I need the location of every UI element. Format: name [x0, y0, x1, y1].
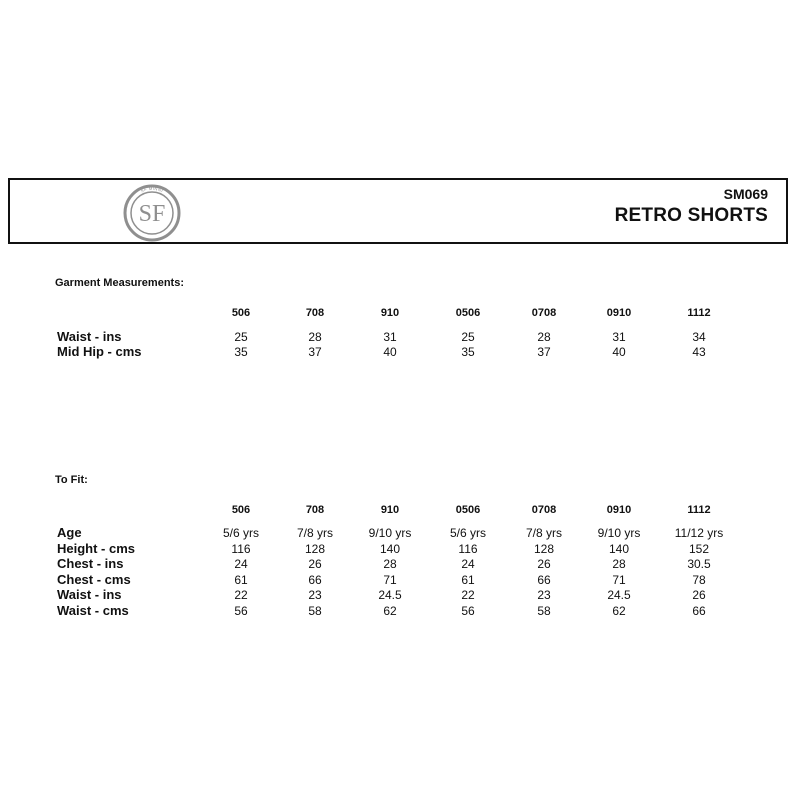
table-cell: 31 [383, 330, 397, 344]
table-cell: 37 [537, 345, 551, 359]
table-cell: 24.5 [607, 588, 631, 602]
table-row [0, 587, 800, 603]
table-cell: 5/6 yrs [449, 526, 486, 540]
row-label: Mid Hip - cms [57, 344, 142, 359]
size-header-cell: 1112 [687, 504, 711, 516]
row-label: Chest - cms [57, 571, 131, 587]
size-header-cell: 910 [380, 307, 400, 319]
table-cell: 116 [458, 541, 478, 556]
row-label: Chest - ins [57, 556, 124, 571]
size-header-cell: 0506 [455, 307, 481, 319]
garment-measurements-label: Garment Measurements: [55, 277, 184, 289]
table-cell: 56 [461, 603, 475, 618]
table-cell: 23 [308, 588, 322, 602]
table-cell: 71 [612, 572, 626, 587]
size-header-cell: 910 [380, 504, 400, 516]
table-cell: 26 [308, 557, 322, 571]
table-cell: 28 [308, 330, 322, 344]
table-cell: 61 [234, 572, 248, 587]
size-header-cell: 0910 [606, 504, 632, 516]
row-label: Waist - ins [57, 329, 122, 344]
table-row [0, 329, 800, 345]
table-cell: 58 [537, 603, 551, 618]
size-header-cell: 0910 [606, 307, 632, 319]
table-cell: 66 [308, 572, 322, 587]
table-row [0, 541, 800, 557]
table-cell: 35 [461, 345, 475, 359]
row-label: Height - cms [57, 540, 136, 556]
table-cell: 5/6 yrs [222, 526, 259, 540]
table-cell: 140 [379, 541, 401, 556]
table-cell: 128 [304, 541, 326, 556]
table-cell: 62 [383, 603, 397, 618]
table-cell: 71 [383, 572, 397, 587]
table-cell: 9/10 yrs [597, 526, 641, 540]
table-cell: 22 [234, 588, 248, 602]
size-header-cell: 0506 [455, 504, 481, 516]
table-cell: 28 [537, 330, 551, 344]
size-header-cell: 506 [231, 307, 251, 319]
table-cell: 24 [234, 557, 248, 571]
table-cell: 23 [537, 588, 551, 602]
row-label: Age [57, 525, 82, 540]
table-cell: 58 [308, 603, 322, 618]
table-cell: 31 [612, 330, 626, 344]
row-label: Waist - cms [57, 602, 129, 618]
table-cell: 152 [688, 541, 710, 556]
size-header-cell: 708 [305, 504, 325, 516]
table-cell: 116 [231, 541, 251, 556]
table-cell: 28 [612, 557, 626, 571]
table-cell: 24 [461, 557, 475, 571]
size-header-row [0, 502, 800, 518]
table-row [0, 344, 800, 360]
table-cell: 7/8 yrs [296, 526, 333, 540]
size-header-cell: 0708 [531, 504, 557, 516]
table-cell: 66 [692, 603, 706, 618]
table-cell: 7/8 yrs [525, 526, 562, 540]
table-cell: 66 [537, 572, 551, 587]
table-cell: 30.5 [687, 557, 711, 571]
table-cell: 78 [692, 572, 706, 587]
table-cell: 26 [692, 588, 706, 602]
row-label: Waist - ins [57, 587, 122, 602]
table-row [0, 572, 800, 588]
table-row [0, 525, 800, 541]
size-header-cell: 708 [305, 307, 325, 319]
table-cell: 35 [234, 345, 248, 359]
logo-ring-text: SF MINNI [139, 185, 165, 194]
table-cell: 128 [533, 541, 555, 556]
table-cell: 62 [612, 603, 626, 618]
table-cell: 40 [612, 345, 626, 359]
product-code: SM069 [723, 186, 768, 202]
sf-logo [116, 184, 188, 242]
header-box [8, 178, 788, 244]
table-cell: 56 [234, 603, 248, 618]
size-header-cell: 506 [231, 504, 251, 516]
table-cell: 40 [383, 345, 397, 359]
table-cell: 25 [461, 330, 475, 344]
size-header-row [0, 305, 800, 321]
table-cell: 28 [383, 557, 397, 571]
product-title: RETRO SHORTS [614, 205, 768, 226]
table-cell: 25 [234, 330, 248, 344]
table-cell: 9/10 yrs [368, 526, 412, 540]
table-row [0, 556, 800, 572]
size-header-cell: 1112 [687, 307, 711, 319]
table-cell: 34 [692, 330, 706, 344]
table-cell: 26 [537, 557, 551, 571]
table-cell: 22 [461, 588, 475, 602]
table-cell: 24.5 [378, 588, 402, 602]
table-cell: 43 [692, 345, 706, 359]
table-row [0, 603, 800, 619]
logo-text: SF [138, 201, 166, 227]
table-cell: 11/12 yrs [674, 526, 724, 540]
table-cell: 140 [608, 541, 630, 556]
to-fit-label: To Fit: [55, 474, 88, 486]
table-cell: 61 [461, 572, 475, 587]
table-cell: 37 [308, 345, 322, 359]
size-header-cell: 0708 [531, 307, 557, 319]
